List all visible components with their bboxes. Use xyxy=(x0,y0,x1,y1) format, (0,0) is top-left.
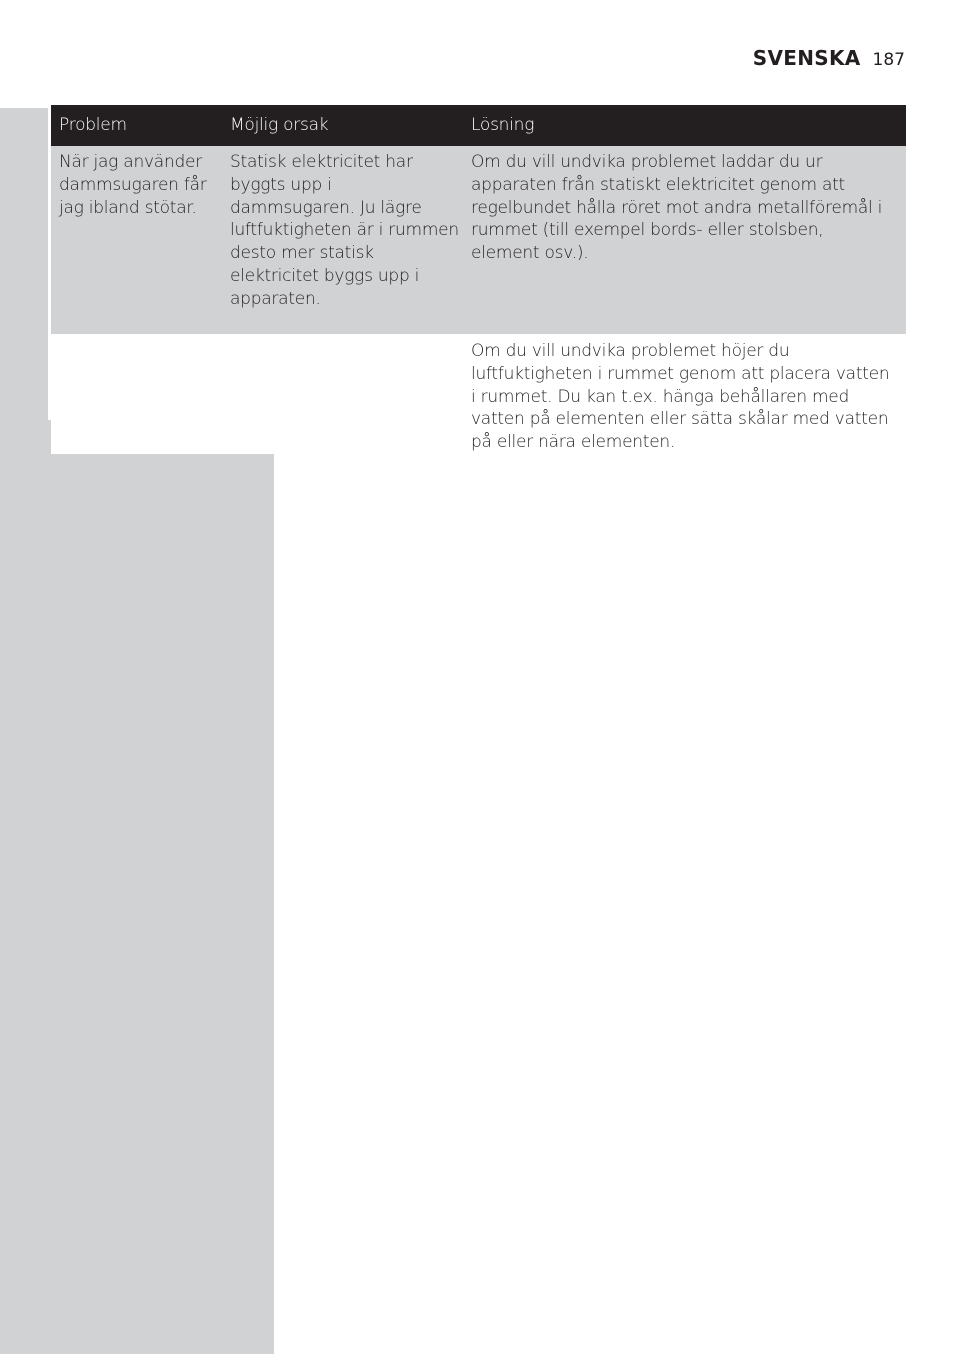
column-header-problem: Problem xyxy=(59,115,127,136)
cell-solution: Om du vill undvika problemet laddar du ur apparaten från statiskt elektricitet genom att regelbundet hålla röret mot andra metallföremål i rummet (till exempel bords- eller stolsben, element osv.). xyxy=(471,152,883,264)
table-row xyxy=(51,334,906,454)
table-header-row xyxy=(51,105,906,146)
page-number: 187 xyxy=(872,50,905,70)
column-header-cause: Möjlig orsak xyxy=(230,115,329,136)
cell-cause: Statisk elektricitet har byggts upp i dammsugaren. Ju lägre luftfuktigheten är i rummen desto mer statisk elektricitet byggs upp i apparaten. xyxy=(230,152,459,309)
side-panel-bottom xyxy=(0,420,274,1354)
cell-cause xyxy=(222,334,463,340)
page-header xyxy=(753,46,905,70)
table-row xyxy=(51,146,906,334)
cell-problem: När jag använder dammsugaren får jag ibland stötar. xyxy=(59,152,207,218)
side-panel-top xyxy=(0,108,48,420)
cell-solution: Om du vill undvika problemet höjer du luftfuktigheten i rummet genom att placera vatten i rummet. Du kan t.ex. hänga behållaren med vatten på elementen eller sätta skålar med vatten på eller nära elementen. xyxy=(471,341,890,453)
cell-problem xyxy=(51,334,222,340)
language-label: SVENSKA xyxy=(752,46,861,70)
column-header-solution: Lösning xyxy=(471,115,535,136)
troubleshooting-table xyxy=(51,105,906,454)
